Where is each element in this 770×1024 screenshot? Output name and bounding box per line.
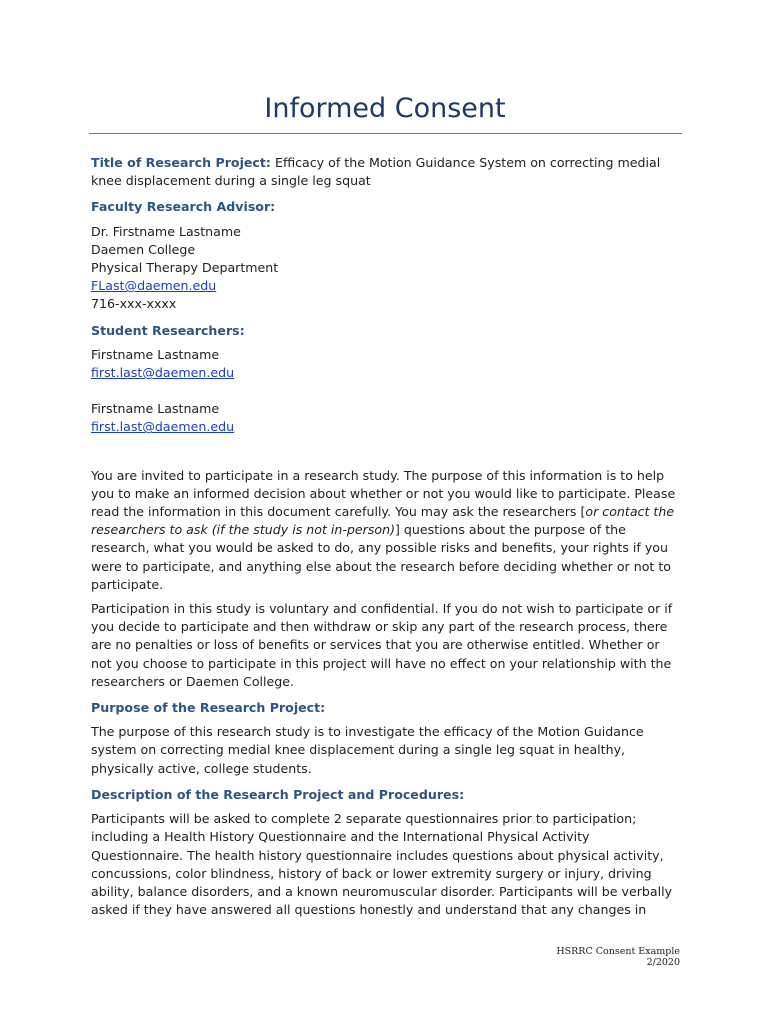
document-title: Informed Consent	[264, 93, 506, 124]
advisor-department: Physical Therapy Department	[91, 260, 279, 276]
student-1-name: Firstname Lastname	[91, 346, 220, 362]
advisor-institution: Daemen College	[91, 241, 196, 257]
project-title-line	[91, 154, 681, 190]
student-2-email-link[interactable]: first.last@daemen.edu	[91, 419, 235, 435]
advisor-heading: Faculty Research Advisor:	[91, 199, 276, 215]
intro-paragraph: You are invited to participate in a research study. The purpose of this information is to help you to make an informed decision about whether or not you would like to participate. Please read the information in this document carefully. You may ask the researchers [or contact the researchers to ask (if the study is not in-person)] questions about the purpose of the research, what you would be asked to do, any possible risks and benefits, your rights if you were to participate, and anything else about the research before deciding whether or not to participate.	[91, 467, 676, 592]
procedures-paragraph: Participants will be asked to complete 2 separate questionnaires prior to participation; including a Health History Questionnaire and the International Physical Activity Questionnaire. The health history questionnaire includes questions about physical activity, concussions, color blindness, history of back or lower extremity surgery or injury, driving ability, balance disorders, and a known neuromuscular disorder. Participants will be verbally asked if they have answered all questions honestly and understand that any changes in	[91, 811, 673, 918]
advisor-name: Dr. Firstname Lastname	[91, 223, 241, 239]
project-title-value: Efficacy of the Motion Guidance System on correcting medial knee displacement during a single leg squat	[91, 155, 661, 189]
voluntary-paragraph: Participation in this study is voluntary and confidential. If you do not wish to participate or if you decide to participate and then withdraw or skip any part of the research process, there are no penalties or loss of benefits or services that you are otherwise entitled. Whether or not you choose to participate in this project will have no effect on your relationship with the researchers or Daemen College.	[91, 601, 673, 689]
student-2-name: Firstname Lastname	[91, 401, 220, 417]
students-heading: Student Researchers:	[91, 322, 245, 338]
purpose-paragraph: The purpose of this research study is to investigate the efficacy of the Motion Guidance system on correcting medial knee displacement during a single leg squat in healthy, physically active, college students.	[91, 724, 644, 776]
student-1-email-link[interactable]: first.last@daemen.edu	[91, 365, 235, 381]
advisor-email-link[interactable]: FLast@daemen.edu	[91, 278, 217, 294]
procedures-heading: Description of the Research Project and Procedures:	[91, 786, 465, 802]
advisor-phone: 716-xxx-xxxx	[91, 296, 177, 312]
document-body	[91, 154, 681, 919]
title-underline	[89, 133, 682, 134]
project-title-label: Title of Research Project:	[91, 155, 271, 170]
purpose-heading: Purpose of the Research Project:	[91, 700, 326, 716]
page-footer: HSRRC Consent Example 2/2020	[556, 946, 680, 968]
